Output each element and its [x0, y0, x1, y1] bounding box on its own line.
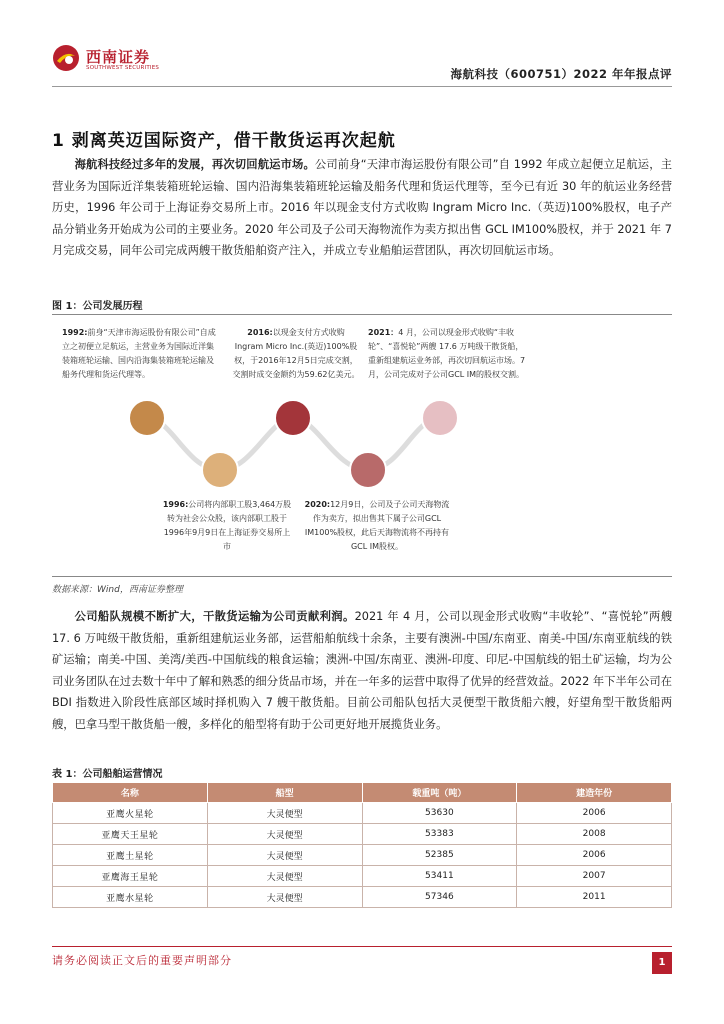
cell-name: 亚鹰海王星轮 [53, 866, 208, 887]
cell-year: 2006 [517, 803, 672, 824]
table-header-row [53, 783, 672, 803]
event-2016 [232, 326, 360, 382]
cell-dwt: 53411 [362, 866, 517, 887]
event-2016-text: 以现金支付方式收购 Ingram Micro Inc.(英迈)100%股权，于2016年12月5日完成交割，交割时成交金额约为59.62亿美元。 [232, 328, 360, 379]
col-header-year: 建造年份 [517, 783, 672, 803]
paragraph-history [52, 154, 672, 262]
event-1996-year: 1996: [162, 500, 189, 509]
cell-name: 亚鹰天王星轮 [53, 824, 208, 845]
logo-text-cn: 西南证券 [86, 48, 151, 66]
table-row [53, 824, 672, 845]
paragraph-body: 公司前身“天津市海运股份有限公司”自 1992 年成立起便立足航运，主营业务为国际近洋集装箱班轮运输、国内沿海集装箱班轮运输及船务代理和货运代理等，至今已有近 30 年的航运业务经营历史，1996 年公司于上海证券交易所上市。2016 年以现金支付方式收购 Ingram Micro Inc.（英迈)100%股权，电子产品分销业务开始成为公司的主要业务。2020 年公司及子公司天海物流作为卖方拟出售 GCL IM100%股权，并于 2021 年 7 月完成交易，同年公司完成两艘干散货船舶资产注入，并成立专业船舶运营团队，再次切回航运市场。 [52, 158, 672, 258]
section-title: 1 剥离英迈国际资产，借干散货运再次起航 [52, 131, 396, 151]
table-row [53, 845, 672, 866]
ships-table [52, 782, 672, 908]
paragraph-lead: 海航科技经过多年的发展，再次切回航运市场。 [74, 158, 315, 171]
paragraph-lead: 公司船队规模不断扩大，干散货运输为公司贡献利润。 [74, 610, 355, 623]
cell-type: 大灵便型 [207, 887, 362, 908]
footer-divider [52, 946, 672, 947]
footer-disclaimer: 请务必阅读正文后的重要声明部分 [52, 954, 232, 967]
cell-type: 大灵便型 [207, 803, 362, 824]
paragraph-body: 2021 年 4 月，公司以现金形式收购“丰收轮”、“喜悦轮”两艘 17. 6 万吨级干散货船，重新组建航运业务部，运营船舶航线十余条，主要有澳洲-中国/东南亚、南美-中国/东南亚航线的铁矿运输；南美-中国、美湾/美西-中国航线的粮食运输；澳洲-中国/东南亚、澳洲-印度、印尼-中国航线的铝土矿运输，均为公司业务团队在过去数十年中了解和熟悉的细分货品市场，并在一年多的运营中取得了优异的经营效益。2022 年下半年公司在 BDI 指数进入阶段性底部区域时择机购入 7 艘干散货船。目前公司船队包括大灵便型干散货船六艘，好望角型干散货船两艘，巴拿马型干散货船一艘，多样化的船型将有助于公司更好地开展揽货业务。 [52, 610, 672, 731]
node-2020 [350, 452, 386, 488]
event-2020-year: 2020: [304, 500, 331, 509]
col-header-name: 名称 [53, 783, 208, 803]
node-2021 [422, 400, 458, 436]
event-2020 [302, 498, 452, 554]
cell-dwt: 57346 [362, 887, 517, 908]
logo-mark-icon [52, 44, 80, 72]
header-divider [52, 86, 672, 87]
event-1996 [162, 498, 292, 554]
page-header [52, 42, 672, 86]
cell-type: 大灵便型 [207, 824, 362, 845]
event-2016-year: 2016: [247, 328, 273, 337]
cell-name: 亚鹰土星轮 [53, 845, 208, 866]
node-1992 [129, 400, 165, 436]
development-timeline [52, 316, 672, 574]
table-row [53, 803, 672, 824]
event-1992 [62, 326, 220, 382]
cell-name: 亚鹰火星轮 [53, 803, 208, 824]
event-1992-text: 前身“天津市海运股份有限公司”自成立之初便立足航运，主营业务为国际近洋集装箱班轮运输、国内沿海集装箱班轮运输及船务代理和货运代理等。 [62, 328, 216, 379]
event-2021 [368, 326, 528, 382]
node-1996 [202, 452, 238, 488]
event-1992-year: 1992: [62, 328, 88, 337]
event-2020-text: 12月9日，公司及子公司天海物流作为卖方，拟出售其下属子公司GCL IM100%股权，此后天海物流将不再持有GCL IM股权。 [304, 500, 450, 551]
col-header-dwt: 载重吨（吨） [362, 783, 517, 803]
node-2016 [275, 400, 311, 436]
figure-bottom-rule [52, 576, 672, 577]
cell-dwt: 53383 [362, 824, 517, 845]
cell-type: 大灵便型 [207, 866, 362, 887]
cell-dwt: 53630 [362, 803, 517, 824]
cell-dwt: 52385 [362, 845, 517, 866]
cell-year: 2007 [517, 866, 672, 887]
paragraph-fleet [52, 606, 672, 736]
report-title: 海航科技（600751）2022 年年报点评 [450, 67, 672, 81]
logo-text-en: SOUTHWEST SECURITIES [86, 65, 160, 71]
figure-caption: 图 1：公司发展历程 [52, 301, 143, 312]
col-header-type: 船型 [207, 783, 362, 803]
figure-top-rule [52, 314, 672, 315]
cell-type: 大灵便型 [207, 845, 362, 866]
cell-year: 2006 [517, 845, 672, 866]
cell-year: 2011 [517, 887, 672, 908]
cell-name: 亚鹰水星轮 [53, 887, 208, 908]
event-2021-text: 4 月，公司以现金形式收购“丰收轮”、“喜悦轮”两艘 17.6 万吨级干散货船，重新组建航运业务部，再次切回航运市场。7 月，公司完成对子公司GCL IM的股权交割。 [368, 328, 526, 379]
company-logo [52, 42, 192, 76]
table-caption: 表 1：公司船舶运营情况 [52, 769, 163, 780]
cell-year: 2008 [517, 824, 672, 845]
event-1996-text: 公司将内部职工股3,464万股转为社会公众股，该内部职工股于1996年9月9日在上海证券交易所上市 [163, 500, 292, 551]
page-number: 1 [652, 952, 672, 974]
table-row [53, 866, 672, 887]
table-row [53, 887, 672, 908]
figure-source: 数据来源：Wind，西南证券整理 [52, 585, 183, 595]
event-2021-year: 2021： [368, 328, 399, 337]
